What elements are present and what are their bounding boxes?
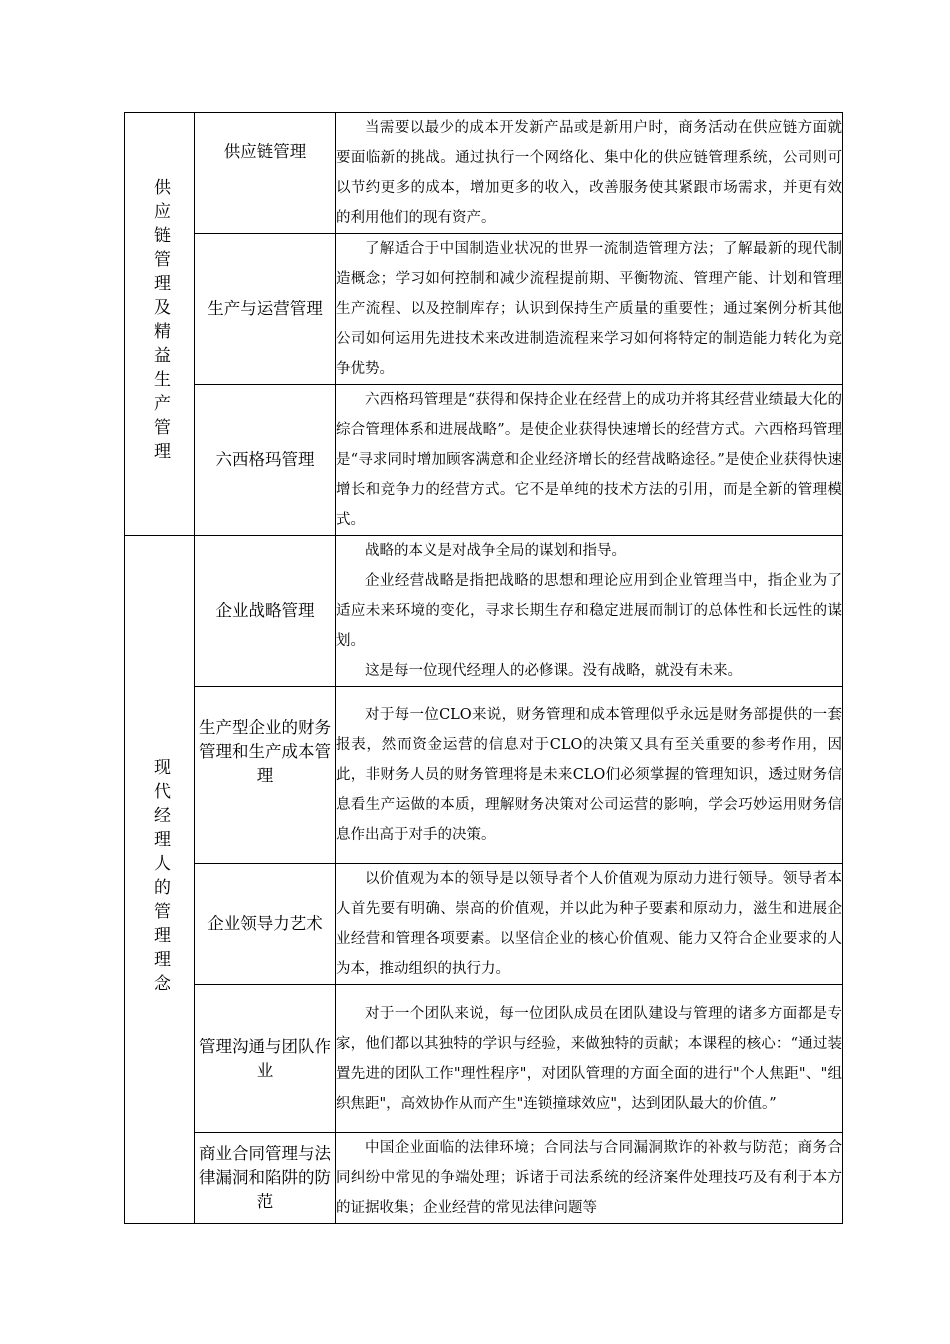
category-label: 现代经理人的管理理念	[150, 757, 170, 998]
topic-label: 生产型企业的财务管理和生产成本管理	[199, 718, 331, 785]
description-cell	[336, 985, 843, 1133]
topic-label: 供应链管理	[223, 142, 307, 161]
description-cell	[336, 864, 843, 985]
topic-label: 生产与运营管理	[207, 299, 323, 318]
description-paragraph: 中国企业面临的法律环境；合同法与合同漏洞欺诈的补救与防范；商务合同纠纷中常见的争端处理；诉诸于司法系统的经济案件处理技巧及有利于本方的证据收集；企业经营的常见法律问题等	[336, 1140, 842, 1216]
table-row	[125, 1133, 843, 1224]
table-row	[125, 385, 843, 536]
description-paragraph: 六西格玛管理是“获得和保持企业在经营上的成功并将其经营业绩最大化的综合管理体系和进展战略”。是使企业获得快速增长的经营方式。六西格玛管理是“寻求同时增加顾客满意和企业经济增长的经营战略途径。”是使企业获得快速增长和竞争力的经营方式。它不是单纯的技术方法的引用，而是全新的管理模式。	[336, 392, 842, 528]
topic-label: 企业领导力艺术	[207, 914, 323, 933]
description-paragraph: 这是每一位现代经理人的必修课。没有战略，就没有未来。	[365, 663, 742, 679]
description-cell	[336, 385, 843, 536]
table-row	[125, 985, 843, 1133]
topic-cell	[195, 864, 336, 985]
topic-cell	[195, 385, 336, 536]
topic-label: 商业合同管理与法律漏洞和陷阱的防范	[199, 1144, 331, 1211]
description-cell	[336, 536, 843, 687]
description-cell	[336, 687, 843, 864]
topic-cell	[195, 234, 336, 385]
description-paragraph: 企业经营战略是指把战略的思想和理论应用到企业管理当中，指企业为了适应未来环境的变化，寻求长期生存和稳定进展而制订的总体性和长远性的谋划。	[336, 573, 842, 649]
description-paragraph: 以价值观为本的领导是以领导者个人价值观为原动力进行领导。领导者本人首先要有明确、崇高的价值观，并以此为种子要素和原动力，滋生和进展企业经营和管理各项要素。以坚信企业的核心价值观、能力又符合企业要求的人为本，推动组织的执行力。	[336, 871, 842, 977]
table-row	[125, 234, 843, 385]
description-paragraph: 战略的本义是对战争全局的谋划和指导。	[365, 543, 626, 559]
topic-label: 六西格玛管理	[215, 450, 315, 469]
table-row	[125, 113, 843, 234]
description-paragraph: 了解适合于中国制造业状况的世界一流制造管理方法；了解最新的现代制造概念；学习如何控制和减少流程提前期、平衡物流、管理产能、计划和管理生产流程、以及控制库存；认识到保持生产质量的重要性；通过案例分析其他公司如何运用先进技术来改进制造流程来学习如何将特定的制造能力转化为竞争优势。	[336, 241, 842, 377]
category-cell	[125, 113, 195, 536]
course-table	[124, 112, 843, 1224]
table-row	[125, 864, 843, 985]
description-paragraph: 当需要以最少的成本开发新产品或是新用户时，商务活动在供应链方面就要面临新的挑战。通过执行一个网络化、集中化的供应链管理系统，公司则可以节约更多的成本，增加更多的收入，改善服务使其紧跟市场需求，并更有效的利用他们的现有资产。	[336, 120, 842, 226]
description-cell	[336, 113, 843, 234]
topic-label: 企业战略管理	[215, 601, 315, 620]
description-cell	[336, 1133, 843, 1224]
table-row	[125, 536, 843, 687]
topic-cell	[195, 1133, 336, 1224]
description-paragraph: 对于每一位CLO来说，财务管理和成本管理似乎永远是财务部提供的一套报表，然而资金运营的信息对于CLO的决策又具有至关重要的参考作用，因此，非财务人员的财务管理将是未来CLO们必须掌握的管理知识，透过财务信息看生产运做的本质，理解财务决策对公司运营的影响，学会巧妙运用财务信息作出高于对手的决策。	[336, 707, 842, 843]
topic-cell	[195, 687, 336, 864]
topic-label: 管理沟通与团队作业	[199, 1036, 331, 1080]
topic-cell	[195, 113, 336, 234]
category-label: 供应链管理及精益生产管理	[150, 178, 170, 466]
description-paragraph: 对于一个团队来说，每一位团队成员在团队建设与管理的诸多方面都是专家，他们都以其独特的学识与经验，来做独特的贡献；本课程的核心：“通过装置先进的团队工作"理性程序"，对团队管理的方面全面的进行"个人焦距"、"组织焦距"，高效协作从而产生"连锁撞球效应"，达到团队最大的价值。”	[336, 1005, 842, 1112]
description-cell	[336, 234, 843, 385]
topic-cell	[195, 536, 336, 687]
table-row	[125, 687, 843, 864]
category-cell	[125, 536, 195, 1224]
topic-cell	[195, 985, 336, 1133]
